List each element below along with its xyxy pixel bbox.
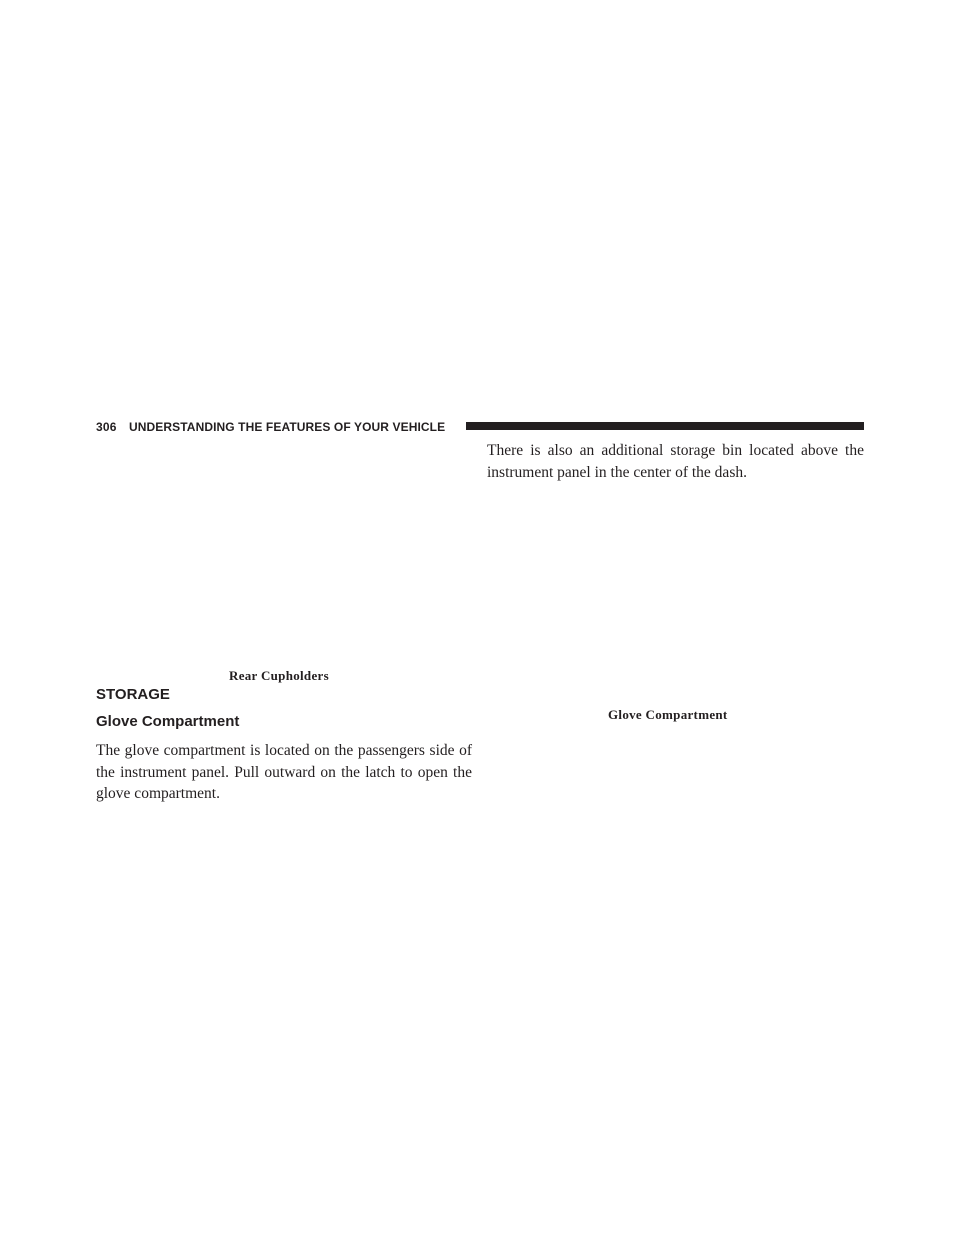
page-header [96, 418, 864, 436]
header-rule [466, 422, 864, 430]
chapter-title: UNDERSTANDING THE FEATURES OF YOUR VEHICLE [129, 420, 446, 434]
section-heading: STORAGE [96, 686, 170, 703]
figure-caption-rear-cupholders: Rear Cupholders [229, 668, 329, 683]
right-paragraph: There is also an additional storage bin located above the instrument panel in the center of the dash. [487, 442, 864, 481]
page-number: 306 [96, 420, 117, 434]
sub-heading: Glove Compartment [96, 713, 240, 730]
figure-caption-glove-compartment: Glove Compartment [608, 707, 728, 722]
left-paragraph: The glove compartment is located on the passengers side of the instrument panel. Pull outward on the latch to open the glove compartment. [96, 742, 472, 802]
